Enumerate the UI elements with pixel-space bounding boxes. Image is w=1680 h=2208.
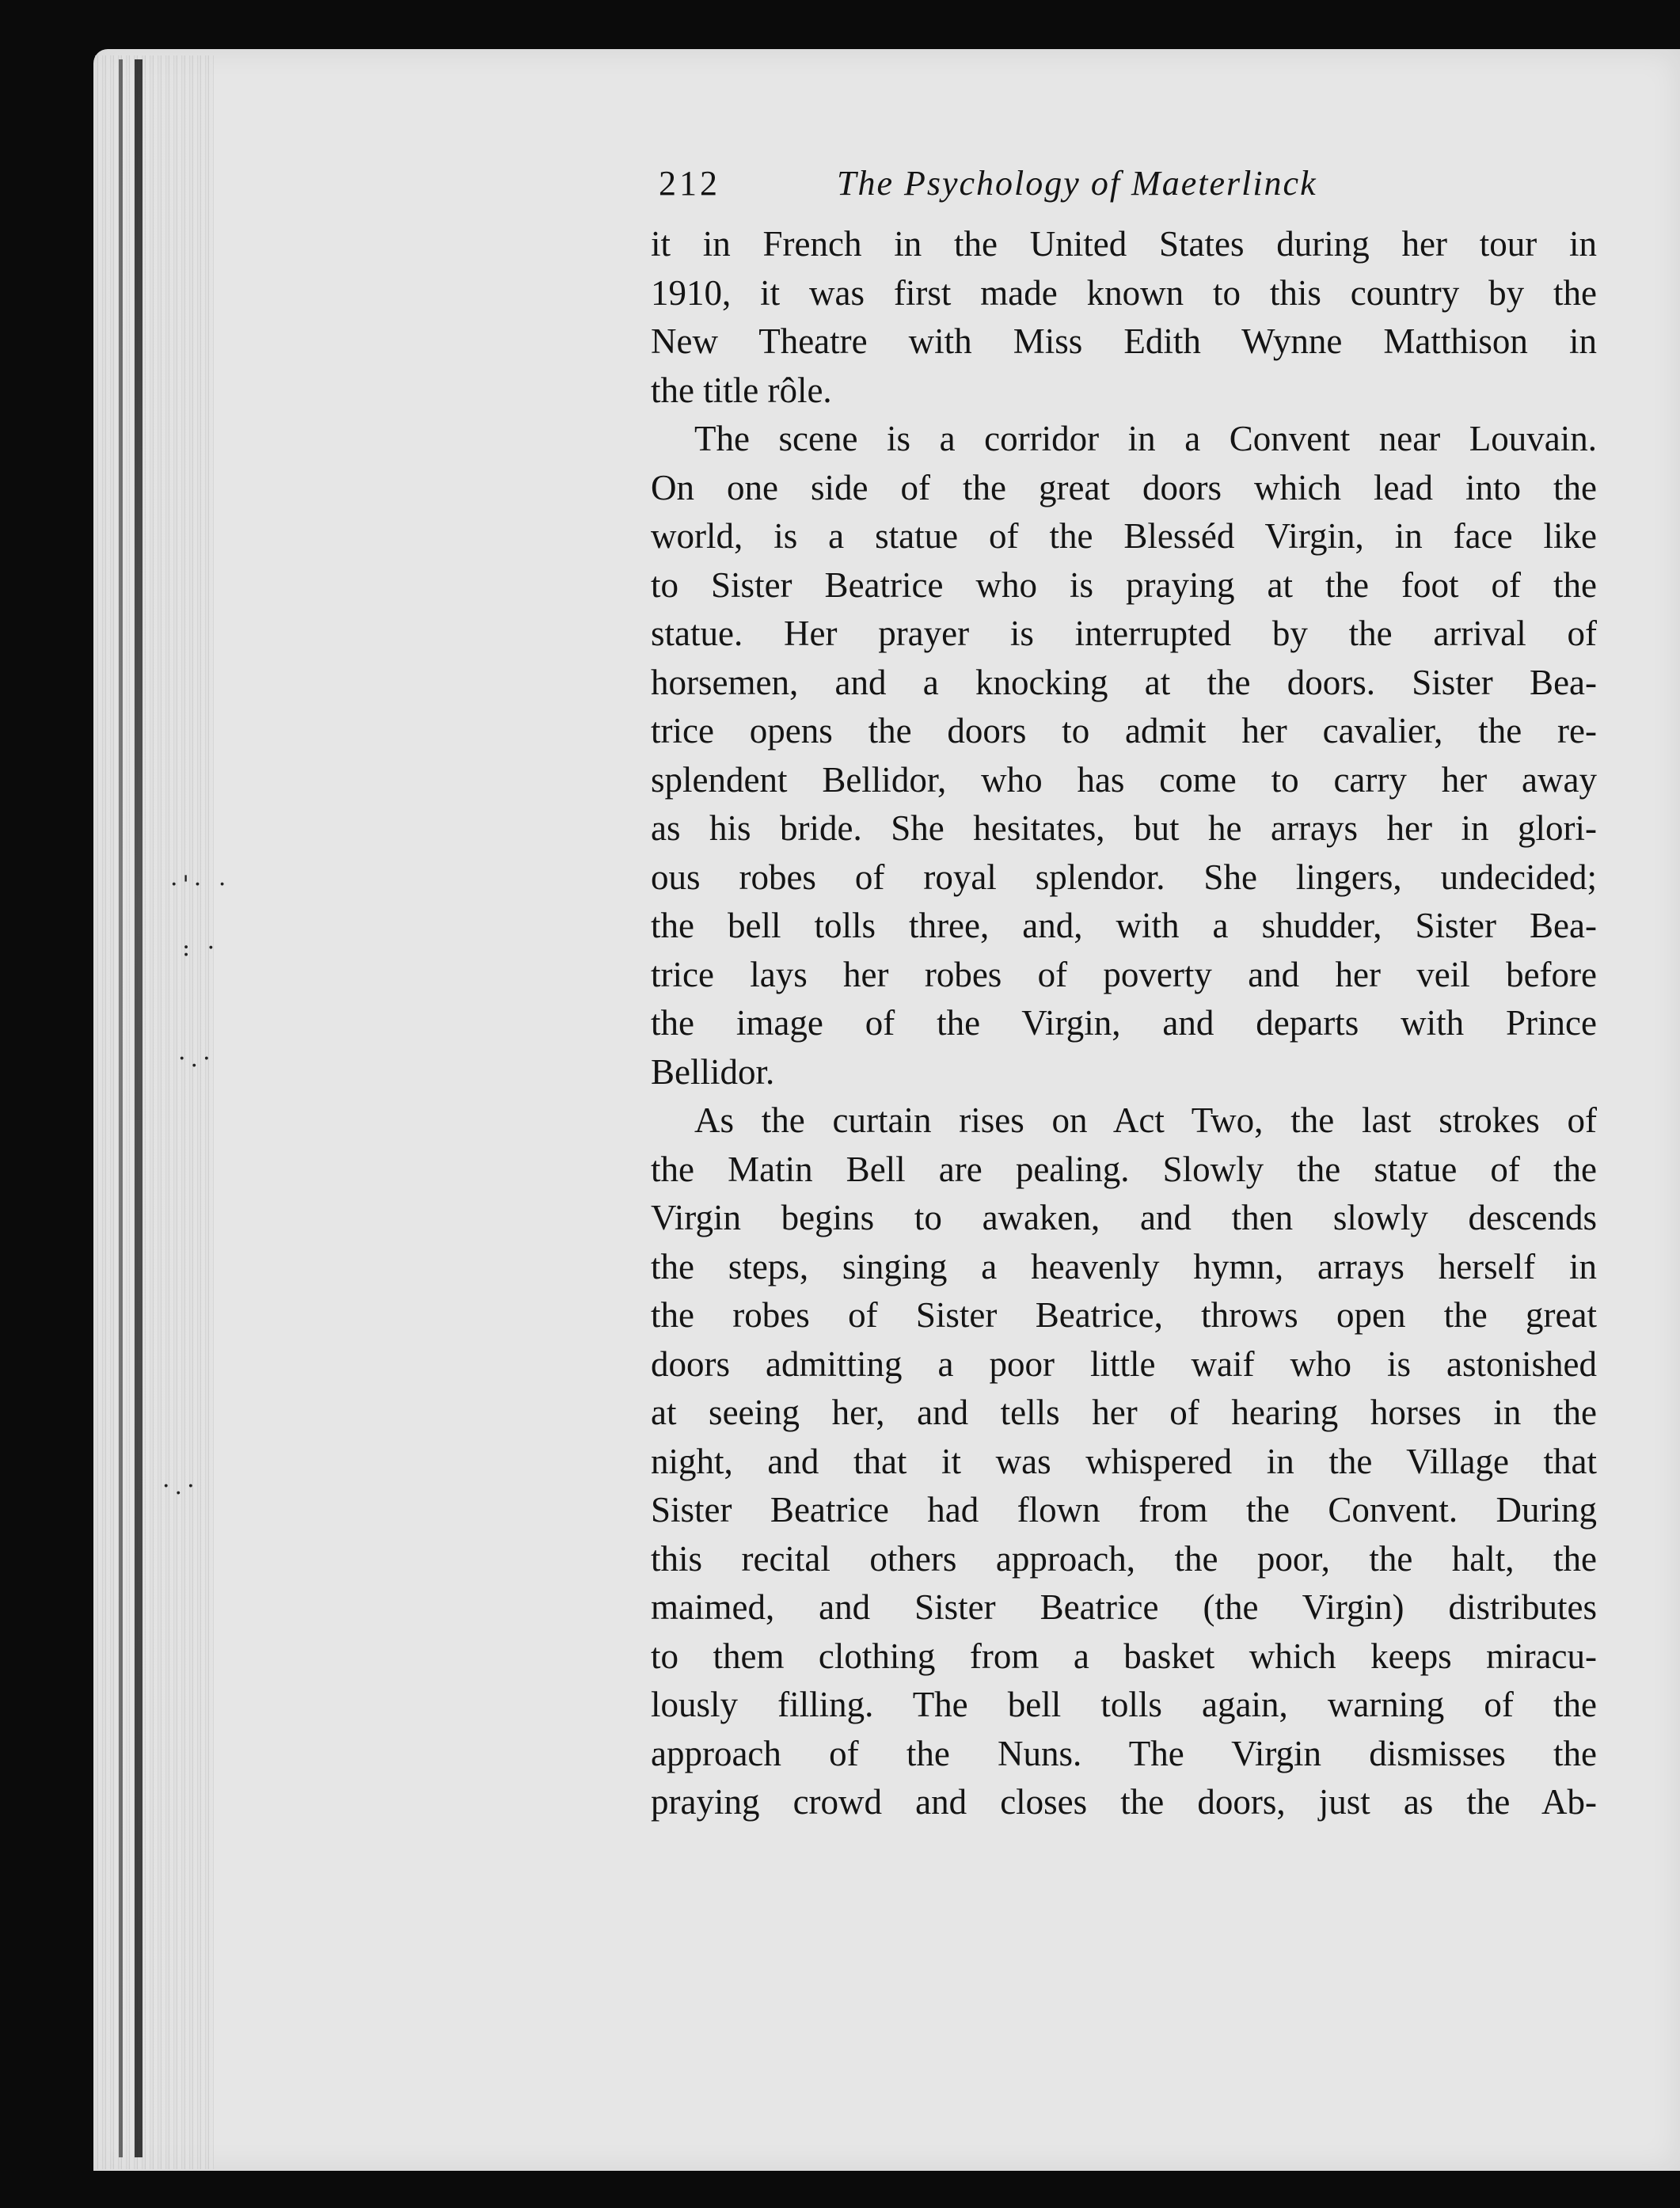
text-line: New Theatre with Miss Edith Wynne Matthison in (651, 321, 1597, 361)
text-line: the bell tolls three, and, with a shudder, Sister Bea- (651, 906, 1597, 945)
scan-specks: ·'· · (170, 871, 231, 899)
text-line: it in French in the United States during her tour in (651, 224, 1597, 264)
scan-specks: : · (182, 934, 220, 962)
body-text (651, 220, 1597, 1827)
text-line: splendent Bellidor, who has come to carry her away (651, 759, 1597, 800)
text-line: the Matin Bell are pealing. Slowly the statue of the (651, 1149, 1597, 1189)
text-line: maimed, and Sister Beatrice (the Virgin) distributes (651, 1587, 1597, 1627)
page-number: 212 (659, 164, 720, 203)
text-line: doors admitting a poor little waif who is astonished (651, 1343, 1597, 1384)
text-line: to them clothing from a basket which keeps miracu- (651, 1636, 1597, 1676)
page-edges (95, 55, 214, 2169)
text-line: at seeing her, and tells her of hearing horses in the (651, 1393, 1597, 1432)
text-column (651, 157, 1597, 1827)
text-line: Bellidor. (651, 1051, 775, 1092)
text-line: this recital others approach, the poor, the halt, the (651, 1538, 1597, 1579)
page-edge-shadow (135, 59, 143, 2157)
page-edge-shadow (119, 59, 123, 2157)
text-line: trice opens the doors to admit her cavalier, the re- (651, 711, 1597, 751)
text-line: trice lays her robes of poverty and her veil before (651, 954, 1597, 994)
text-line: statue. Her prayer is interrupted by the arrival of (651, 614, 1597, 653)
text-line: approach of the Nuns. The Virgin dismisses the (651, 1733, 1597, 1773)
text-line: to Sister Beatrice who is praying at the foot of the (651, 564, 1597, 605)
running-title: The Psychology of Maeterlinck (837, 164, 1317, 203)
scan-specks: ·.· (162, 1473, 200, 1500)
text-line: the robes of Sister Beatrice, throws open the great (651, 1295, 1597, 1335)
text-line: world, is a statue of the Blesséd Virgin, in face like (651, 516, 1597, 556)
text-line: as his bride. She hesitates, but he arrays her in glori- (651, 808, 1597, 848)
text-line: ous robes of royal splendor. She lingers, undecided; (651, 857, 1597, 897)
text-line: the title rôle. (651, 370, 832, 410)
text-line: praying crowd and closes the doors, just as the Ab- (651, 1782, 1597, 1822)
text-line: As the curtain rises on Act Two, the last strokes of (694, 1100, 1597, 1140)
text-line: night, and that it was whispered in the Village that (651, 1441, 1597, 1481)
text-line: the steps, singing a heavenly hymn, arrays herself in (651, 1246, 1597, 1286)
text-line: The scene is a corridor in a Convent near Louvain. (694, 419, 1597, 458)
running-header (651, 157, 1597, 220)
text-line: Sister Beatrice had flown from the Convent. During (651, 1490, 1597, 1530)
text-line: horsemen, and a knocking at the doors. Sister Bea- (651, 662, 1597, 702)
text-line: 1910, it was first made known to this country by the (651, 272, 1597, 313)
text-line: lously filling. The bell tolls again, warning of the (651, 1685, 1597, 1724)
scan-specks: ·.· (178, 1045, 215, 1073)
text-line: the image of the Virgin, and departs with Prince (651, 1003, 1597, 1043)
text-line: Virgin begins to awaken, and then slowly descends (651, 1198, 1597, 1237)
text-line: On one side of the great doors which lead into the (651, 467, 1597, 507)
